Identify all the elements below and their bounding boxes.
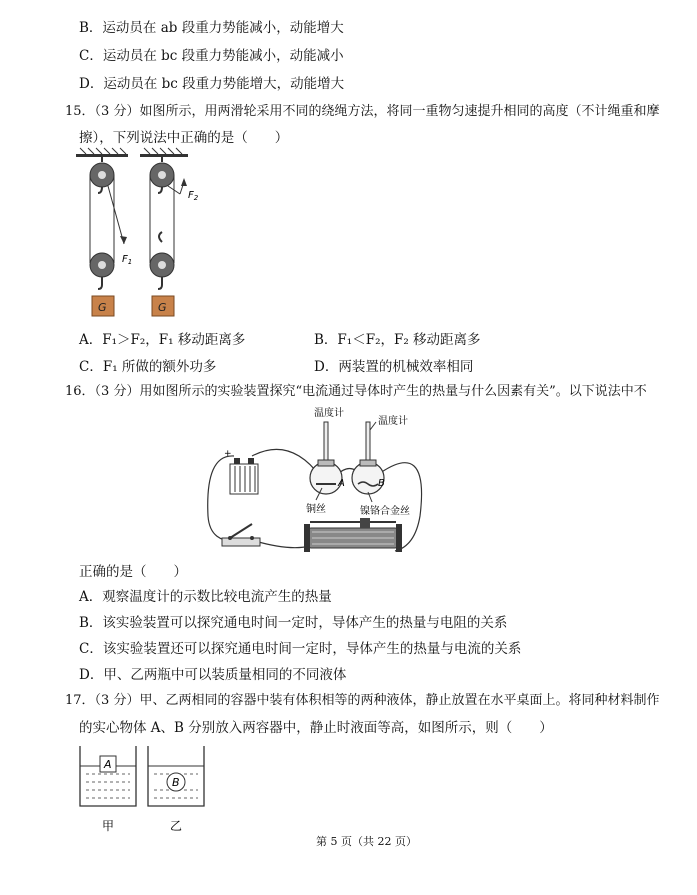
q14-option-b: B．运动员在 ab 段重力势能减小，动能增大 — [79, 20, 344, 36]
rheostat — [304, 518, 402, 552]
container-left — [80, 746, 136, 806]
q14-option-c: C．运动员在 bc 段重力势能减小，动能减小 — [79, 48, 344, 64]
q14-option-d: D．运动员在 bc 段重力势能增大，动能增大 — [79, 76, 345, 92]
copper-wire-label: 铜丝 — [306, 504, 326, 515]
q17-containers-figure — [76, 742, 216, 842]
q15-option-a: A．F₁＞F₂，F₁ 移动距离多 — [79, 332, 246, 348]
q15-option-c: C．F₁ 所做的额外功多 — [79, 359, 217, 375]
thermometer-b-label: 温度计 — [378, 416, 408, 427]
q16-option-d: D．甲、乙两瓶中可以装质量相同的不同液体 — [79, 667, 347, 683]
q15-option-d: D．两装置的机械效率相同 — [314, 359, 474, 375]
ceiling-left — [76, 148, 128, 157]
container-right — [148, 746, 204, 806]
q16-option-b: B．该实验装置可以探究通电时间一定时，导体产生的热量与电阻的关系 — [79, 615, 508, 631]
container-left-label: 甲 — [102, 819, 115, 833]
battery-plus: + — [224, 449, 232, 459]
q15-stem-line1: 15．（3 分）如图所示，用两滑轮采用不同的绕绳方法，将同一重物匀速提升相同的高度（不计绳重和摩 — [65, 104, 660, 119]
q16-circuit-figure — [200, 406, 430, 576]
bottle-a-label: A — [338, 478, 345, 489]
right-weight-label: G — [158, 301, 167, 314]
thermometer-b — [366, 422, 370, 466]
thermometer-a-label: 温度计 — [314, 408, 344, 419]
object-a-label: A — [104, 758, 112, 771]
object-b-label: B — [172, 776, 180, 789]
force-f1-label: $F_1$ — [122, 254, 133, 266]
q15-pulley-figure — [70, 148, 230, 328]
switch — [222, 524, 260, 546]
q15-stem-line2: 擦），下列说法中正确的是（ ） — [79, 130, 289, 146]
nichrome-wire-label: 镍铬合金丝 — [360, 506, 410, 517]
left-weight-label: G — [98, 301, 107, 314]
bottle-b-label: B — [378, 478, 385, 489]
thermometer-a — [324, 422, 328, 466]
q17-stem-line1: 17．（3 分）甲、乙两相同的容器中装有体积相等的两种液体，静止放置在水平桌面上。将同种材料制作 — [65, 693, 660, 708]
q16-option-a: A．观察温度计的示数比较电流产生的热量 — [79, 589, 332, 605]
container-right-label: 乙 — [170, 819, 183, 833]
ceiling-right — [140, 148, 188, 157]
q16-stem-line1: 16．（3 分）用如图所示的实验装置探究“电流通过导体时产生的热量与什么因素有关”。以下说法中不 — [65, 384, 647, 399]
q16-option-c: C．该实验装置还可以探究通电时间一定时，导体产生的热量与电流的关系 — [79, 641, 522, 657]
q17-stem-line2: 的实心物体 A、B 分别放入两容器中，静止时液面等高，如图所示，则（ ） — [79, 720, 553, 736]
q15-option-b: B．F₁＜F₂，F₂ 移动距离多 — [314, 332, 481, 348]
q16-stem-line2: 正确的是（ ） — [79, 564, 187, 580]
force-f2-label: $F_2$ — [188, 190, 199, 202]
page-footer: 第 5 页（共 22 页） — [316, 835, 417, 848]
